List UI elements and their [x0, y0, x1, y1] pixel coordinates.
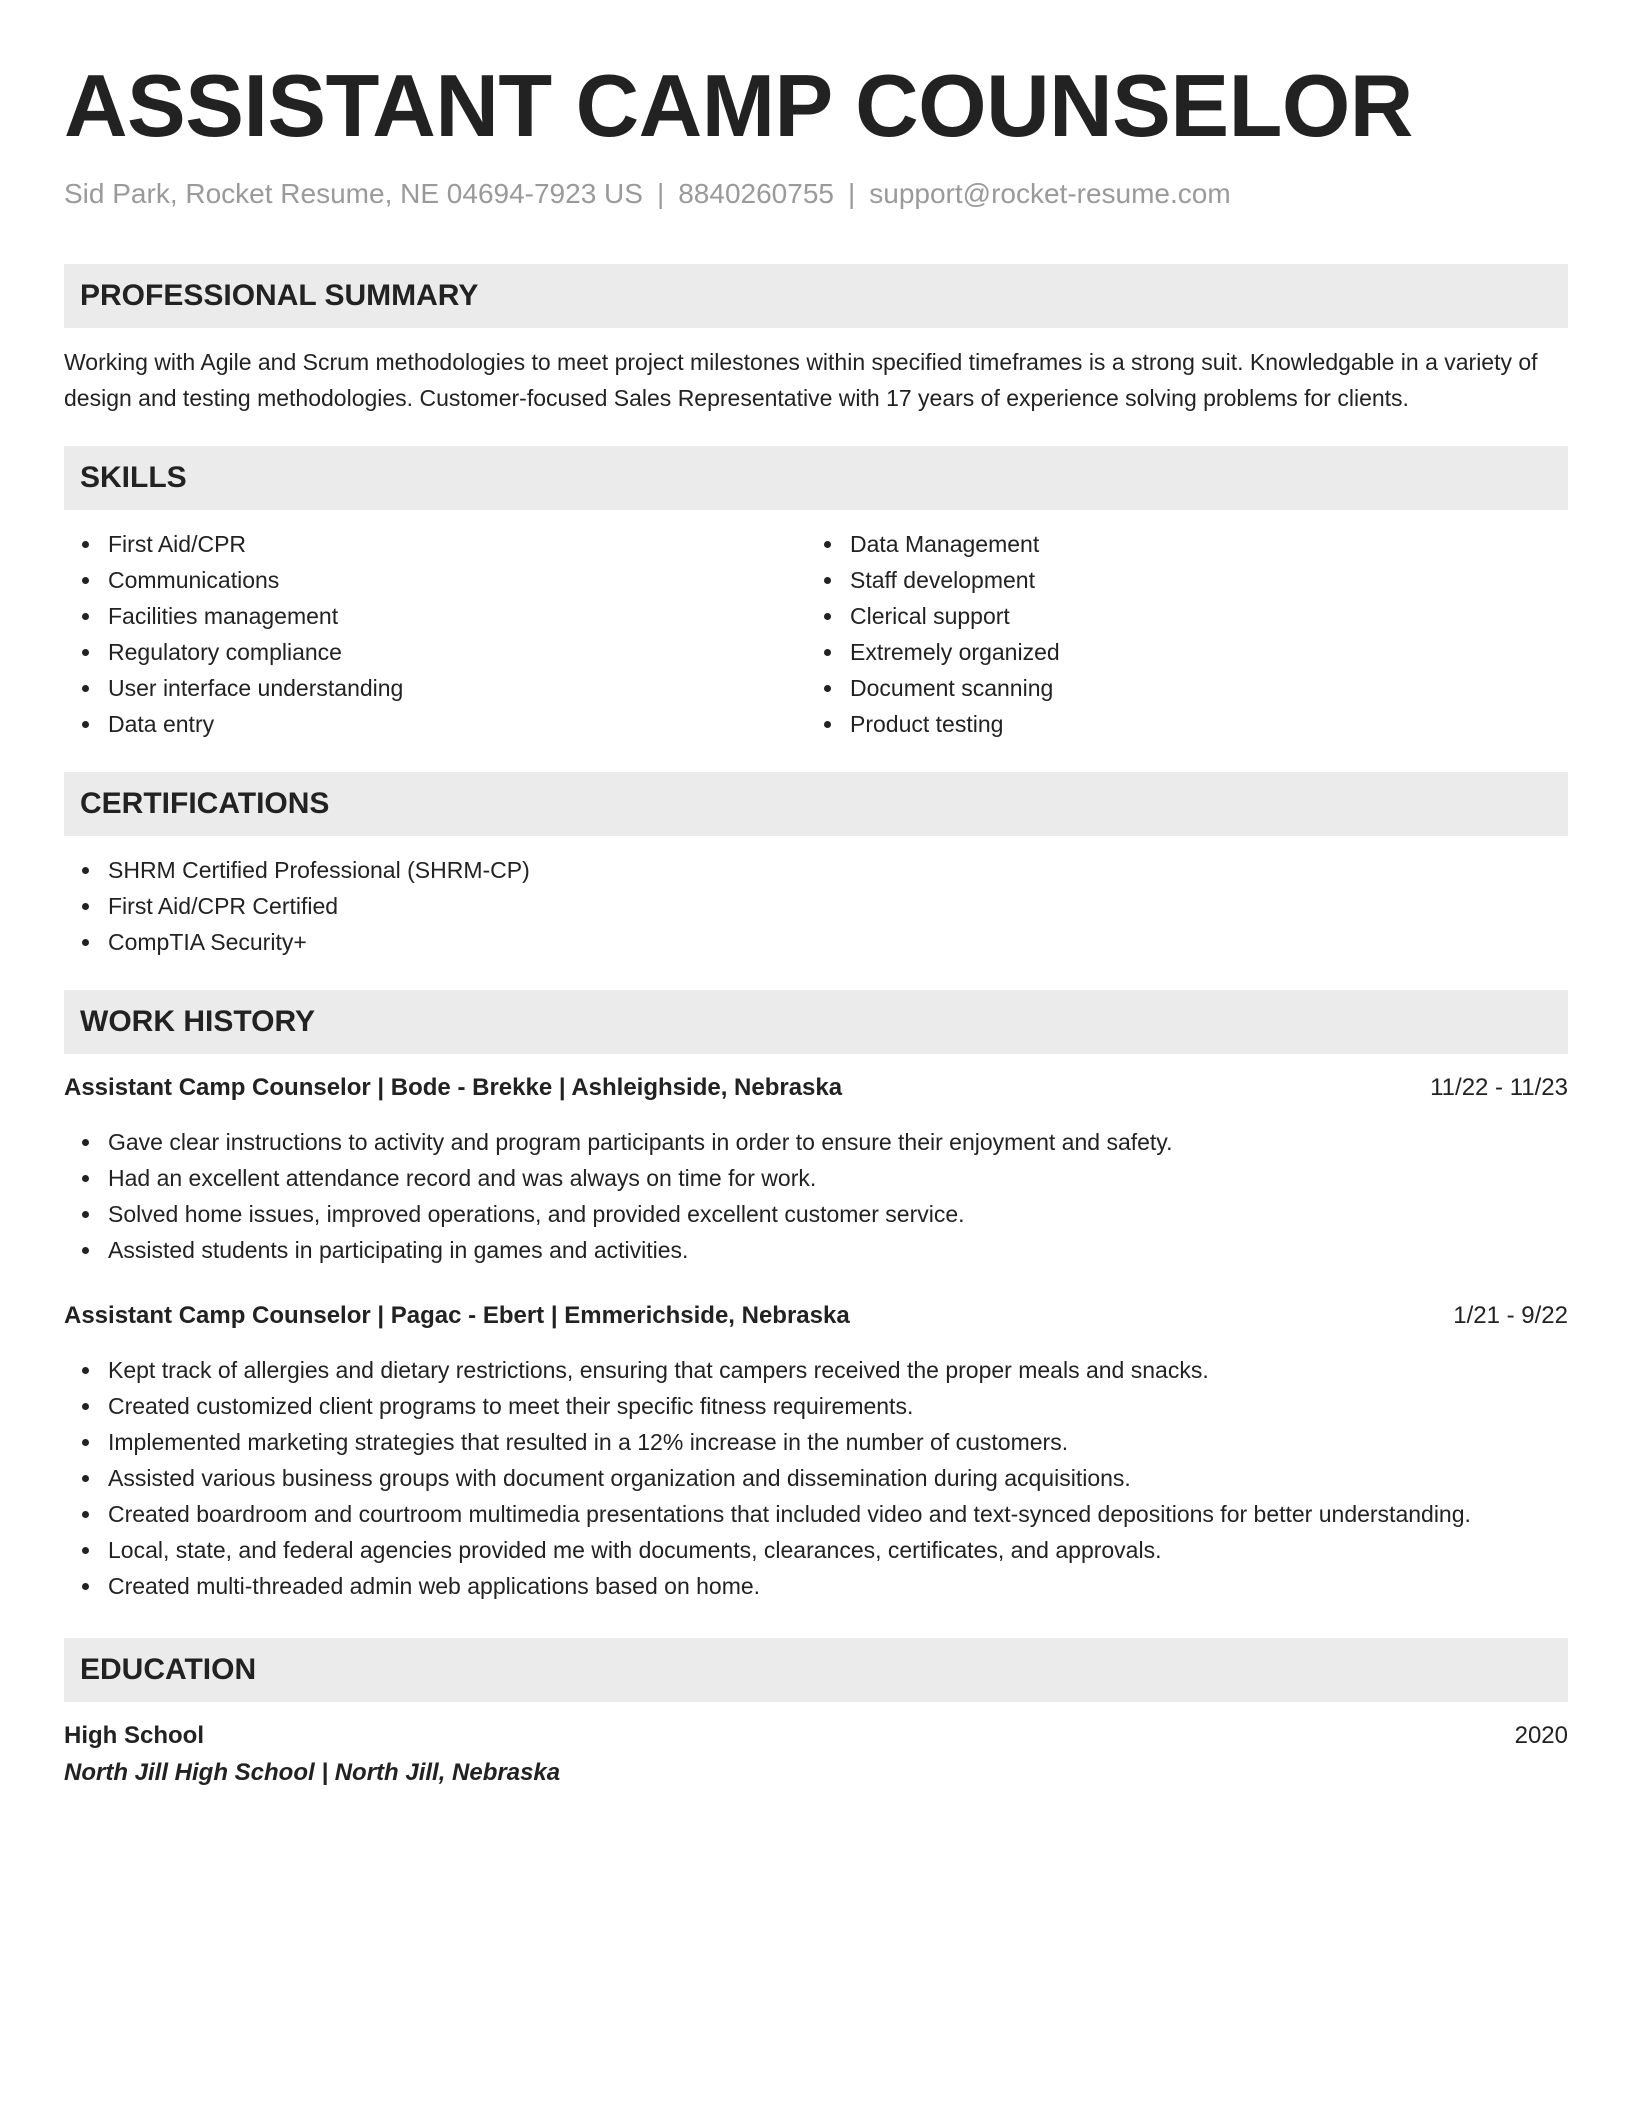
contact-phone: 8840260755	[678, 178, 834, 209]
job-duty-item: Created customized client programs to meet their specific fitness requirements.	[64, 1388, 1568, 1424]
skill-item: Staff development	[806, 562, 1548, 598]
skill-item: Data Management	[806, 526, 1548, 562]
section-heading-summary: PROFESSIONAL SUMMARY	[64, 264, 1568, 328]
skill-item: Extremely organized	[806, 634, 1548, 670]
job-title: Assistant Camp Counselor | Pagac - Ebert | Emmerichside, Nebraska	[64, 1302, 850, 1329]
certification-item: First Aid/CPR Certified	[64, 888, 1568, 924]
contact-separator: |	[847, 178, 856, 209]
job-duty-item: Implemented marketing strategies that resulted in a 12% increase in the number of customers.	[64, 1424, 1568, 1460]
section-heading-skills: SKILLS	[64, 446, 1568, 510]
contact-separator: |	[656, 178, 665, 209]
certification-item: CompTIA Security+	[64, 924, 1568, 960]
skill-item: Clerical support	[806, 598, 1548, 634]
job-duty-item: Created boardroom and courtroom multimedia presentations that included video and text-synced depositions for better understanding.	[64, 1496, 1568, 1532]
job-duty-item: Assisted various business groups with document organization and dissemination during acquisitions.	[64, 1460, 1568, 1496]
job-duty-item: Solved home issues, improved operations, and provided excellent customer service.	[64, 1196, 1568, 1232]
skill-item: Regulatory compliance	[64, 634, 806, 670]
certifications-list	[64, 852, 1568, 960]
job-duty-item: Gave clear instructions to activity and program participants in order to ensure their enjoyment and safety.	[64, 1124, 1568, 1160]
skills-list	[64, 526, 1568, 742]
summary-text: Working with Agile and Scrum methodologies to meet project milestones within specified timeframes is a strong suit. Knowledgable in a variety of design and testing methodologies. Customer-focused Sales Representative with 17 years of experience solving problems for clients.	[64, 349, 1538, 411]
job-dates: 1/21 - 9/22	[1453, 1302, 1568, 1329]
resume-title: ASSISTANT CAMP COUNSELOR	[64, 56, 1413, 155]
job-duties-list	[64, 1352, 1568, 1604]
education-year: 2020	[1514, 1722, 1568, 1749]
section-heading-work-history: WORK HISTORY	[64, 990, 1568, 1054]
contact-line	[64, 176, 1568, 212]
skill-item: Data entry	[64, 706, 806, 742]
resume-page	[64, 56, 1568, 1792]
skills-column-right	[806, 526, 1548, 742]
skills-column-left	[64, 526, 806, 742]
job-header	[64, 1298, 1568, 1334]
skill-item: User interface understanding	[64, 670, 806, 706]
skill-item: Document scanning	[806, 670, 1548, 706]
job-duty-item: Had an excellent attendance record and was always on time for work.	[64, 1160, 1568, 1196]
job-duty-item: Assisted students in participating in games and activities.	[64, 1232, 1568, 1268]
contact-address: Sid Park, Rocket Resume, NE 04694-7923 US	[64, 178, 643, 209]
education-header	[64, 1718, 1568, 1754]
skill-item: Product testing	[806, 706, 1548, 742]
skill-item: First Aid/CPR	[64, 526, 806, 562]
section-heading-certifications: CERTIFICATIONS	[64, 772, 1568, 836]
contact-email: support@rocket-resume.com	[869, 178, 1231, 209]
job-dates: 11/22 - 11/23	[1430, 1074, 1568, 1101]
education-school: North Jill High School | North Jill, Nebraska	[64, 1759, 561, 1786]
job-duty-item: Kept track of allergies and dietary restrictions, ensuring that campers received the proper meals and snacks.	[64, 1352, 1568, 1388]
skill-item: Facilities management	[64, 598, 806, 634]
job-duties-list	[64, 1124, 1568, 1268]
job-duty-item: Local, state, and federal agencies provided me with documents, clearances, certificates, and approvals.	[64, 1532, 1568, 1568]
job-title: Assistant Camp Counselor | Bode - Brekke | Ashleighside, Nebraska	[64, 1074, 843, 1101]
certification-item: SHRM Certified Professional (SHRM-CP)	[64, 852, 1568, 888]
section-heading-education: EDUCATION	[64, 1638, 1568, 1702]
education-degree: High School	[64, 1722, 204, 1749]
job-duty-item: Created multi-threaded admin web applications based on home.	[64, 1568, 1568, 1604]
job-header	[64, 1070, 1568, 1106]
skill-item: Communications	[64, 562, 806, 598]
